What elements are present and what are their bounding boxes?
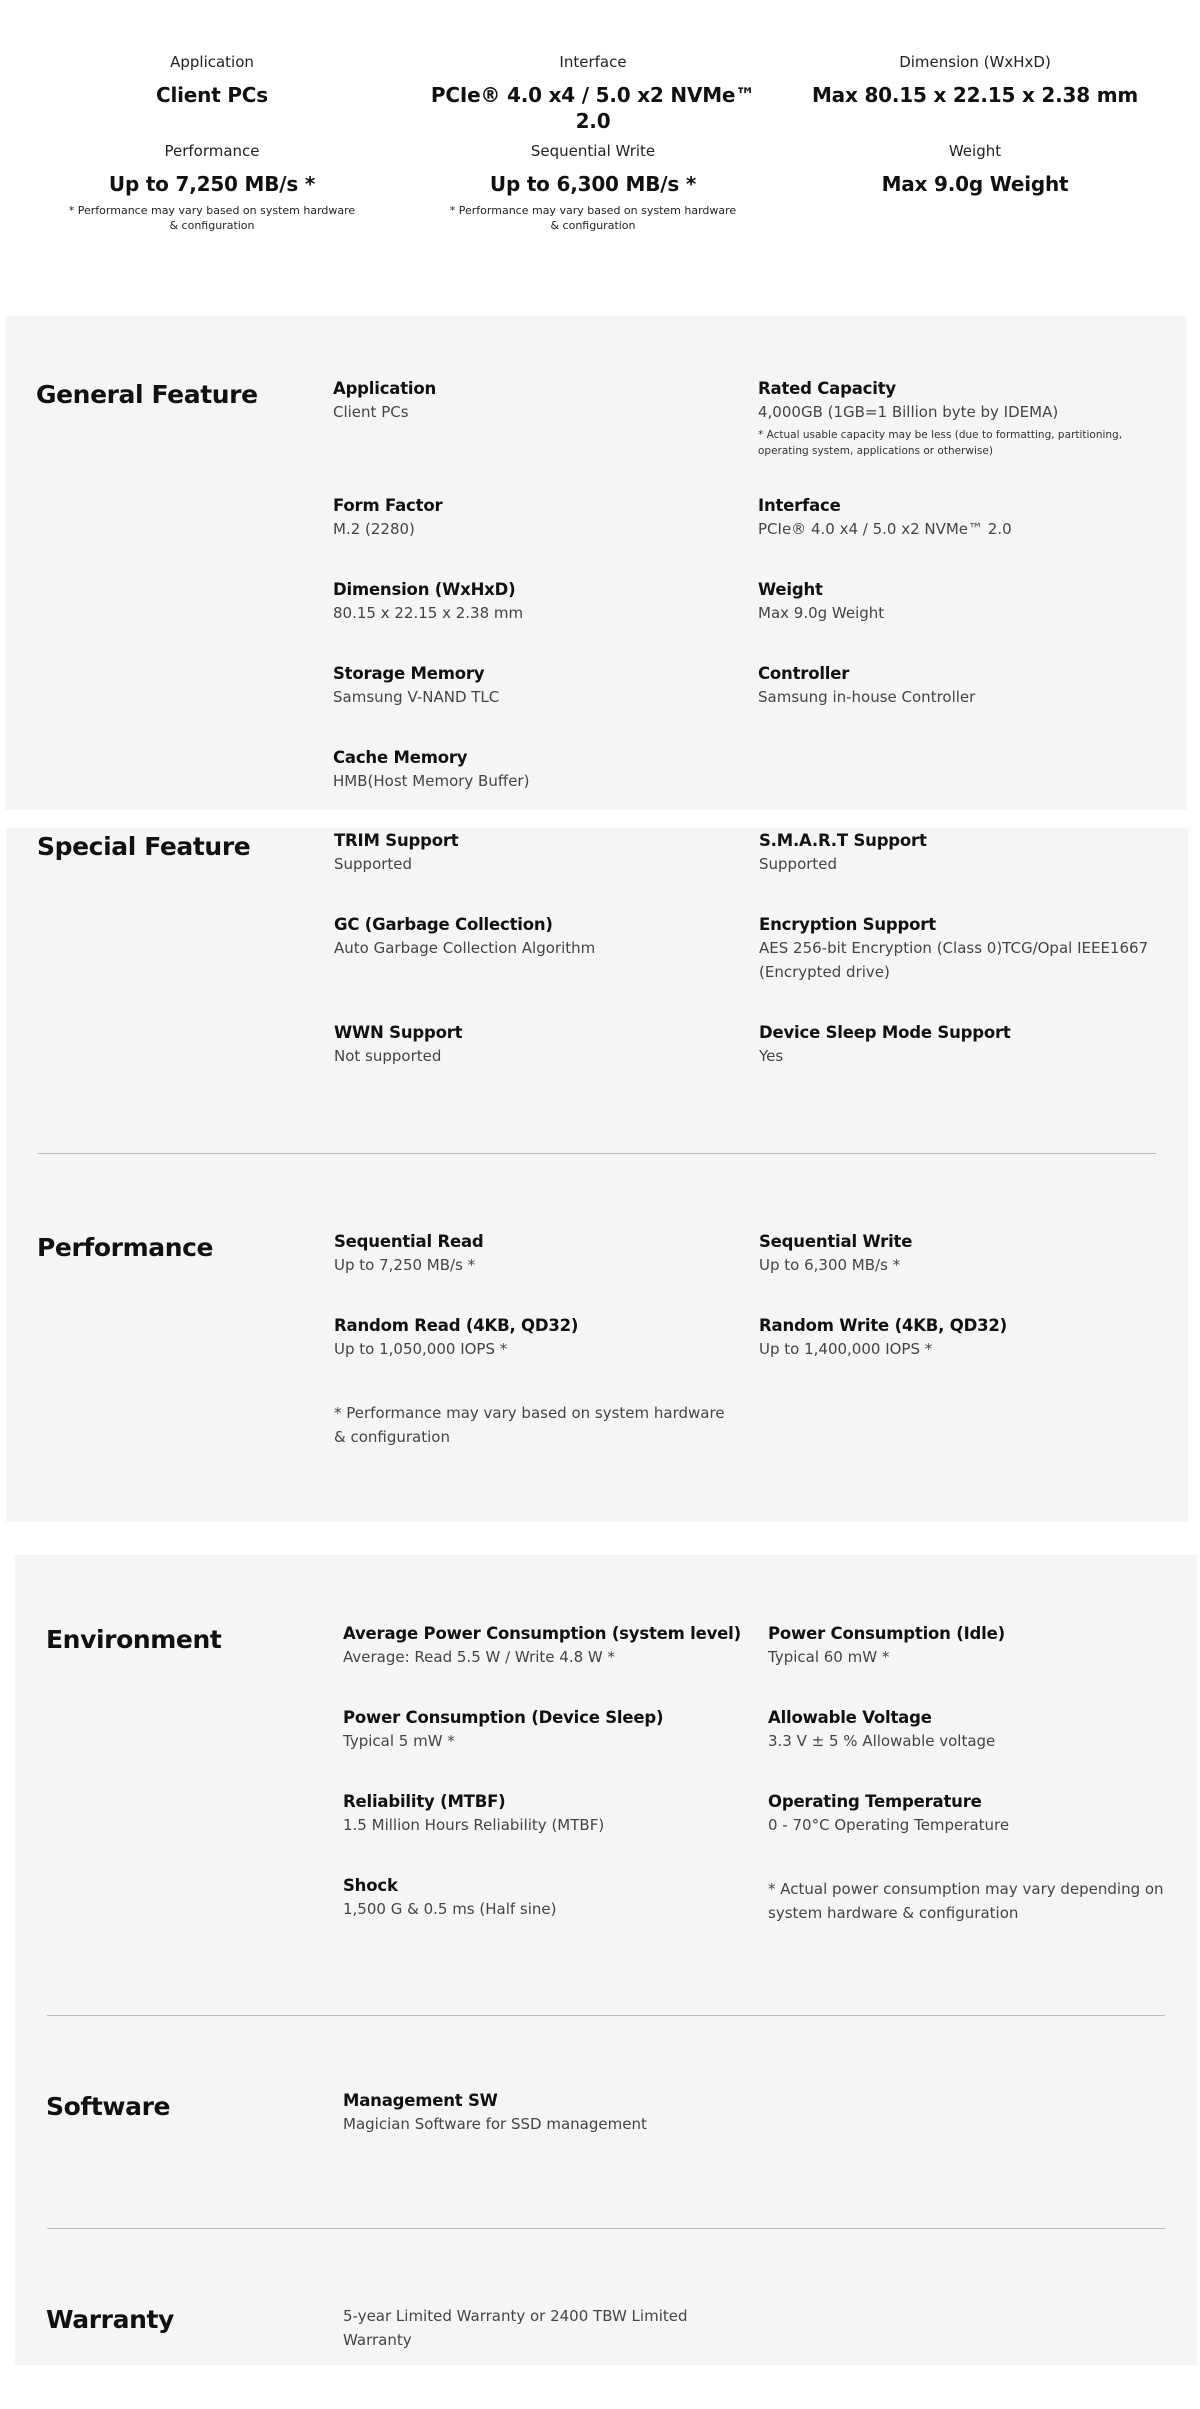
spec-name: TRIM Support [334,831,459,850]
spec-value: 4,000GB (1GB=1 Billion byte by IDEMA) [758,403,1059,421]
spec-item [334,1231,734,1277]
spec-item [758,495,1158,541]
spec-value: Up to 1,400,000 IOPS * [759,1340,933,1358]
spec-item [343,1623,743,1669]
spec-value: 1,500 G & 0.5 ms (Half sine) [343,1900,557,1918]
spec-item [343,2304,743,2352]
summary-label: Dimension (WxHxD) [899,53,1051,71]
spec-value: Typical 60 mW * [768,1648,890,1666]
spec-item [758,378,1158,459]
spec-name: Operating Temperature [768,1792,982,1811]
spec-name: WWN Support [334,1023,463,1042]
summary-note: * Performance may vary based on system hardware & configuration [68,204,356,232]
performance-note-text: * Performance may vary based on system hardware & configuration [334,1404,725,1446]
spec-value: Client PCs [333,403,409,421]
general-feature-panel [5,316,1187,810]
summary-label: Performance [164,142,260,160]
spec-value: Samsung V-NAND TLC [333,688,500,706]
spec-item [768,1791,1168,1837]
spec-item [768,1707,1168,1753]
summary-item-weight [810,141,1140,197]
spec-value: Supported [334,855,413,873]
spec-value: AES 256-bit Encryption (Class 0)TCG/Opal IEEE1667 (Encrypted drive) [759,939,1149,981]
spec-value: 1.5 Million Hours Reliability (MTBF) [343,1816,605,1834]
spec-name: Power Consumption (Idle) [768,1624,1005,1643]
summary-value: Max 9.0g Weight [881,172,1069,196]
spec-name: Rated Capacity [758,379,896,398]
summary-value: PCIe® 4.0 x4 / 5.0 x2 NVMe™ 2.0 [430,83,756,133]
spec-name: S.M.A.R.T Support [759,831,927,850]
spec-item [333,495,733,541]
spec-name: Average Power Consumption (system level) [343,1624,741,1643]
spec-name: Sequential Write [759,1232,913,1251]
spec-name: Reliability (MTBF) [343,1792,506,1811]
spec-item [768,1623,1168,1669]
spec-name: Random Read (4KB, QD32) [334,1316,579,1335]
spec-value: PCIe® 4.0 x4 / 5.0 x2 NVMe™ 2.0 [758,520,1012,538]
spec-name: Application [333,379,437,398]
spec-value: Auto Garbage Collection Algorithm [334,939,596,957]
spec-item [334,1022,734,1068]
summary-item-sequential-write [428,141,758,233]
spec-value: Yes [759,1047,784,1065]
summary-item-dimension [810,52,1140,108]
spec-item [334,1315,734,1361]
spec-name: Form Factor [333,496,443,515]
summary-item-interface [428,52,758,134]
spec-name: Encryption Support [759,915,936,934]
spec-name: Dimension (WxHxD) [333,580,516,599]
spec-item [343,2090,743,2136]
performance-note [334,1401,734,1449]
spec-name: Sequential Read [334,1232,484,1251]
spec-item [343,1791,743,1837]
summary-item-application [47,52,377,108]
summary-item-performance [47,141,377,233]
spec-item [334,914,734,960]
section-divider [47,2015,1165,2016]
spec-name: Allowable Voltage [768,1708,932,1727]
spec-value: HMB(Host Memory Buffer) [333,772,530,790]
spec-value: Up to 6,300 MB/s * [759,1256,901,1274]
spec-name: Interface [758,496,841,515]
spec-item [334,830,734,876]
spec-note: * Actual usable capacity may be less (due to formatting, partitioning, operating system, applications or otherwise) [758,429,1123,457]
spec-item [759,830,1159,876]
summary-label: Weight [948,142,1002,160]
spec-value: 3.3 V ± 5 % Allowable voltage [768,1732,996,1750]
summary-value: Max 80.15 x 22.15 x 2.38 mm [811,83,1139,107]
spec-item [759,1022,1159,1068]
summary-value: Up to 7,250 MB/s * [108,172,316,196]
spec-value: Supported [759,855,838,873]
spec-item [343,1707,743,1753]
spec-item [333,378,733,424]
spec-name: Cache Memory [333,748,468,767]
environment-note-text: * Actual power consumption may vary depending on system hardware & configuration [768,1880,1164,1922]
environment-note [768,1877,1168,1925]
spec-name: Device Sleep Mode Support [759,1023,1011,1042]
spec-value: 5-year Limited Warranty or 2400 TBW Limited Warranty [343,2307,688,2349]
spec-name: Weight [758,580,823,599]
section-title: Environment [46,1625,222,1654]
summary-value: Client PCs [156,83,268,107]
spec-value: Max 9.0g Weight [758,604,885,622]
spec-value: 0 - 70°C Operating Temperature [768,1816,1010,1834]
spec-item [333,663,733,709]
section-title: Warranty [46,2305,174,2334]
spec-item [333,747,733,793]
summary-label: Sequential Write [530,142,656,160]
section-title: Performance [37,1233,214,1262]
section-title: Software [46,2092,171,2121]
spec-name: Shock [343,1876,398,1895]
spec-item [759,914,1159,984]
summary-label: Interface [559,53,627,71]
spec-item [759,1231,1159,1277]
spec-item [343,1875,743,1921]
spec-value: Average: Read 5.5 W / Write 4.8 W * [343,1648,616,1666]
section-divider [38,1153,1156,1154]
spec-name: Power Consumption (Device Sleep) [343,1708,664,1727]
spec-value: Magician Software for SSD management [343,2115,647,2133]
spec-item [759,1315,1159,1361]
spec-name: Management SW [343,2091,498,2110]
summary-label: Application [170,53,254,71]
spec-value: M.2 (2280) [333,520,415,538]
spec-item [758,579,1158,625]
spec-value: Up to 1,050,000 IOPS * [334,1340,508,1358]
special-performance-panel [6,828,1188,1522]
spec-value: Not supported [334,1047,442,1065]
spec-name: Controller [758,664,850,683]
spec-value: Samsung in-house Controller [758,688,976,706]
spec-name: GC (Garbage Collection) [334,915,553,934]
section-title: Special Feature [37,832,251,861]
spec-summary [0,0,1200,316]
environment-software-warranty-panel [15,1555,1197,2365]
section-title: General Feature [36,380,258,409]
spec-item [758,663,1158,709]
section-divider [47,2228,1165,2229]
spec-value: Typical 5 mW * [343,1732,455,1750]
spec-name: Random Write (4KB, QD32) [759,1316,1008,1335]
spec-value: Up to 7,250 MB/s * [334,1256,476,1274]
summary-note: * Performance may vary based on system hardware & configuration [449,204,737,232]
spec-value: 80.15 x 22.15 x 2.38 mm [333,604,524,622]
spec-item [333,579,733,625]
spec-name: Storage Memory [333,664,485,683]
summary-value: Up to 6,300 MB/s * [489,172,697,196]
